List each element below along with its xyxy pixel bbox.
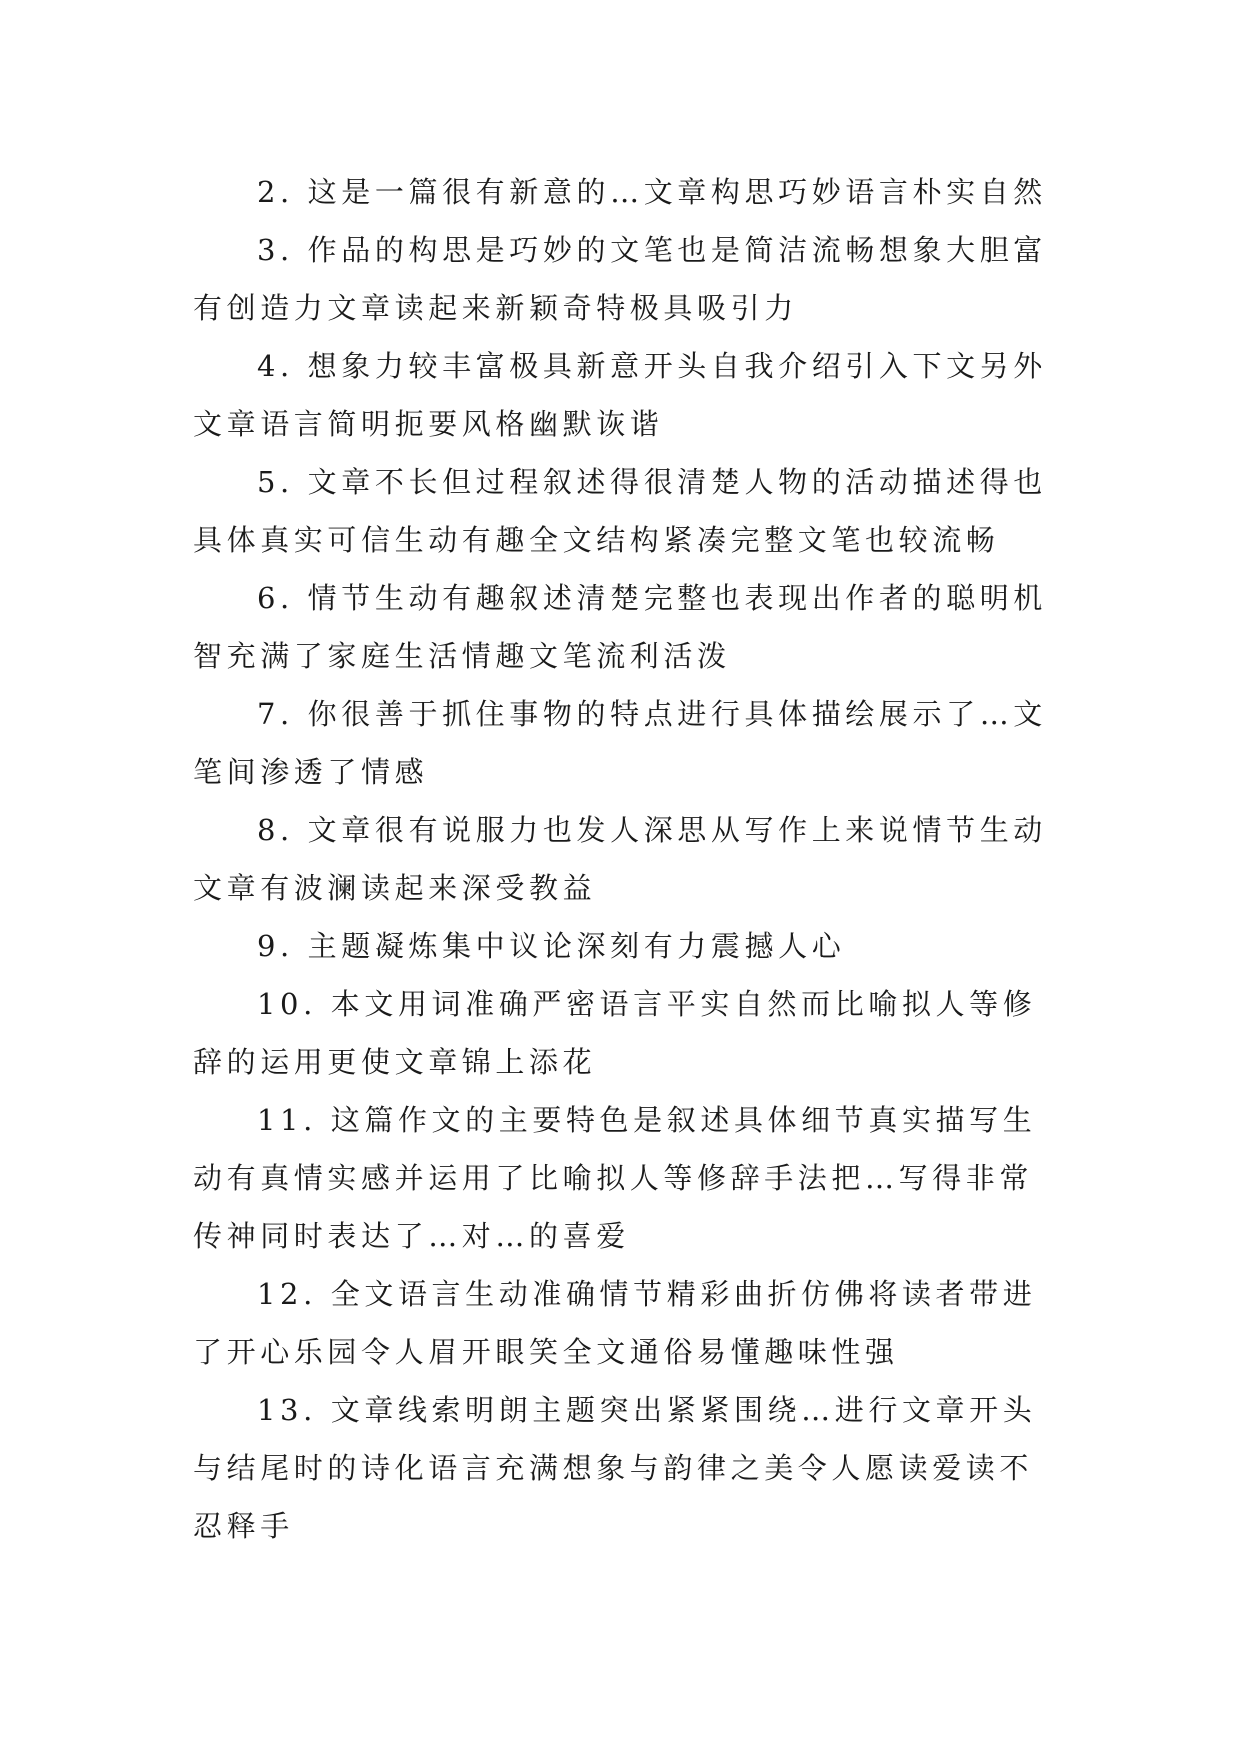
comment-paragraph-12: 12. 全文语言生动准确情节精彩曲折仿佛将读者带进了开心乐园令人眉开眼笑全文通俗易懂趣味性强 xyxy=(193,1277,1037,1369)
comment-paragraph-7: 7. 你很善于抓住事物的特点进行具体描绘展示了…文笔间渗透了情感 xyxy=(193,697,1047,789)
comment-paragraph-13: 13. 文章线索明朗主题突出紧紧围绕…进行文章开头与结尾时的诗化语言充满想象与韵律之美令人愿读爱读不忍释手 xyxy=(193,1393,1037,1543)
comment-paragraph-4: 4. 想象力较丰富极具新意开头自我介绍引入下文另外文章语言简明扼要风格幽默诙谐 xyxy=(193,349,1047,441)
comment-paragraph-5: 5. 文章不长但过程叙述得很清楚人物的活动描述得也具体真实可信生动有趣全文结构紧凑完整文笔也较流畅 xyxy=(193,465,1047,557)
comment-paragraph-9: 9. 主题凝炼集中议论深刻有力震撼人心 xyxy=(257,929,846,963)
comment-paragraph-8: 8. 文章很有说服力也发人深思从写作上来说情节生动文章有波澜读起来深受教益 xyxy=(193,813,1047,905)
comment-paragraph-2: 2. 这是一篇很有新意的…文章构思巧妙语言朴实自然 xyxy=(257,175,1047,209)
comment-paragraph-11: 11. 这篇作文的主要特色是叙述具体细节真实描写生动有真情实感并运用了比喻拟人等修辞手法把…写得非常传神同时表达了…对…的喜爱 xyxy=(193,1103,1037,1253)
comment-paragraph-3: 3. 作品的构思是巧妙的文笔也是简洁流畅想象大胆富有创造力文章读起来新颖奇特极具吸引力 xyxy=(193,233,1047,325)
document-body xyxy=(193,163,1050,1555)
comment-paragraph-6: 6. 情节生动有趣叙述清楚完整也表现出作者的聪明机智充满了家庭生活情趣文笔流利活泼 xyxy=(193,581,1047,673)
comment-paragraph-10: 10. 本文用词准确严密语言平实自然而比喻拟人等修辞的运用更使文章锦上添花 xyxy=(193,987,1037,1079)
